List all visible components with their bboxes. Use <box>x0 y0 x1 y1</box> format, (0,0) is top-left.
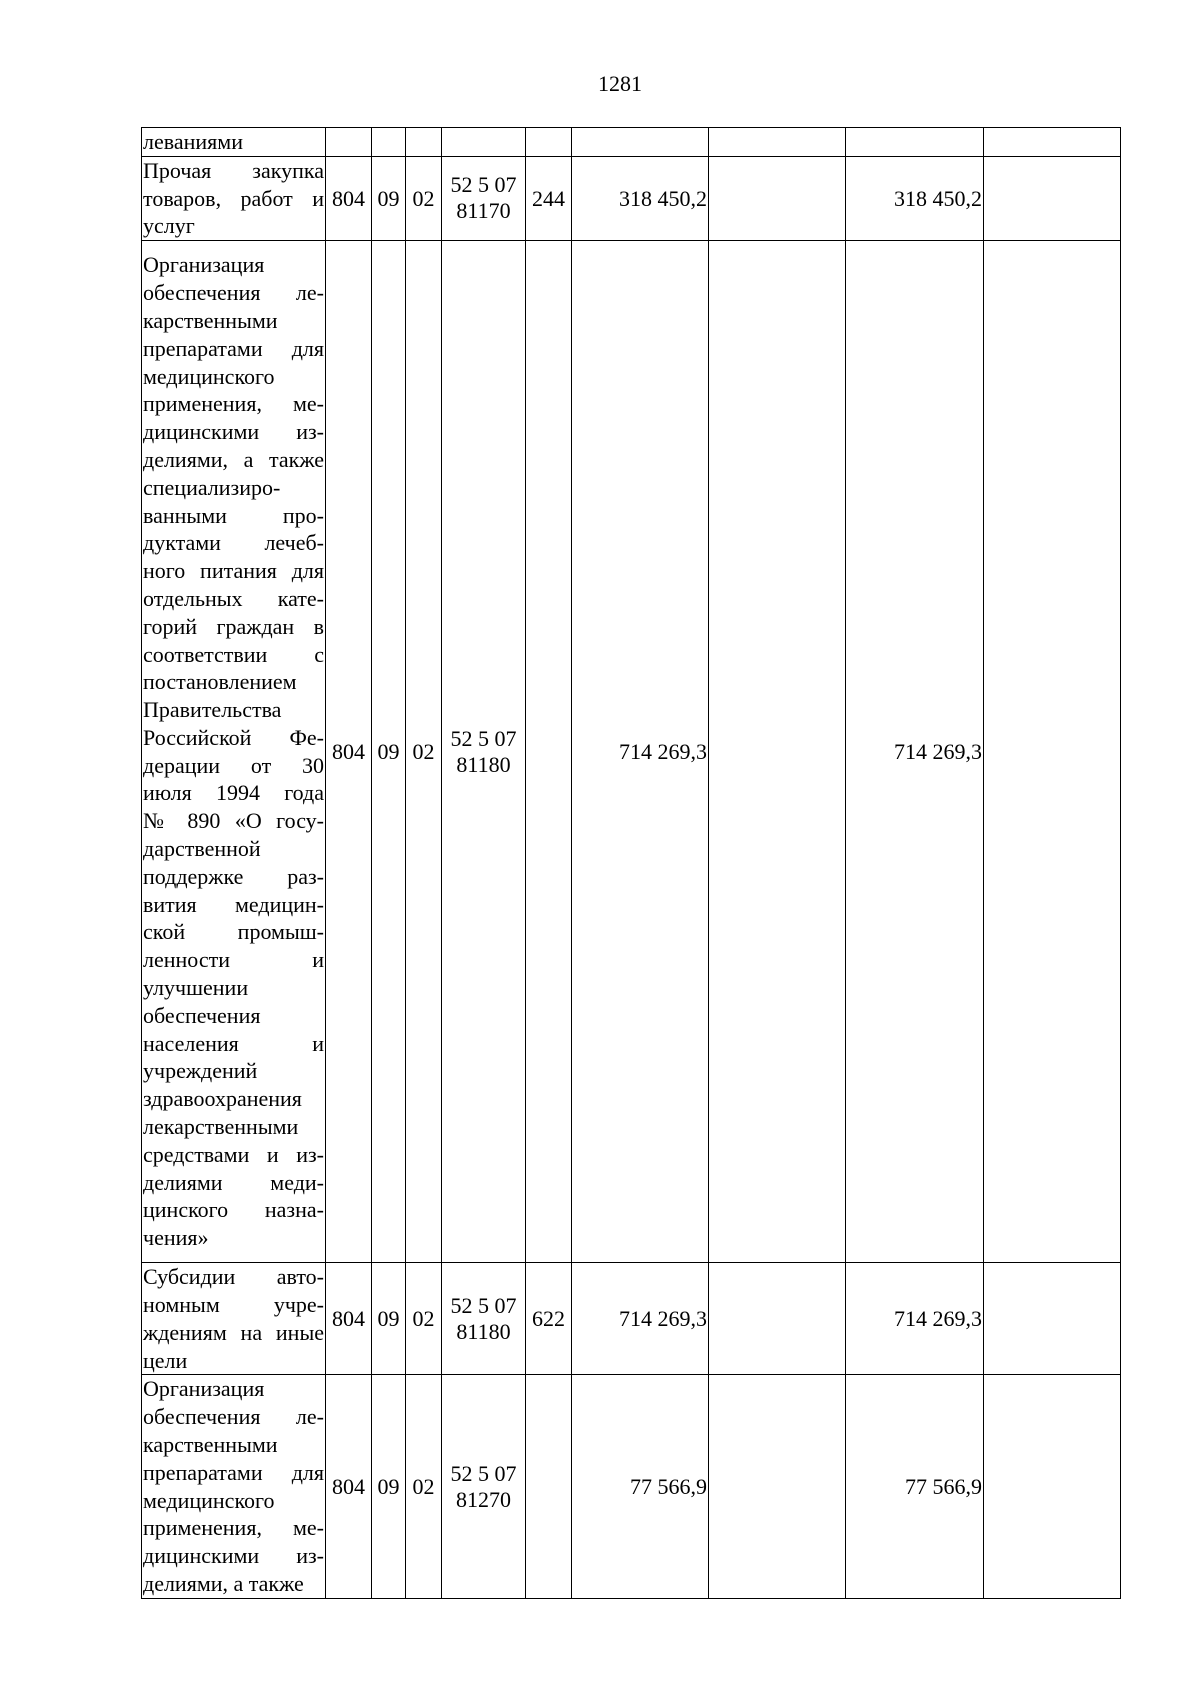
row-name-line: июля 1994 года <box>143 780 324 806</box>
row-name-line: леваниями <box>143 129 243 154</box>
target-article-code-line: 52 5 07 <box>450 1460 517 1486</box>
row-name-line: дарственной <box>143 836 261 862</box>
row-name-line: Организация <box>143 252 265 278</box>
row-name-line: ного питания для <box>143 558 324 584</box>
row-name-line: дуктами лечеб- <box>143 530 324 556</box>
expense-type-code <box>526 241 572 1263</box>
ved-code: 804 <box>326 241 372 1263</box>
amount-column-8: 77 566,9 <box>846 1375 984 1598</box>
row-name-line: постановлением <box>143 669 297 695</box>
row-name-line: ленности и <box>143 947 324 973</box>
row-name-line: медицинского <box>143 1487 275 1513</box>
table-body <box>142 128 1121 1599</box>
row-name-line: Субсидии авто- <box>143 1264 324 1290</box>
section-code: 09 <box>372 241 406 1263</box>
row-name-line: обеспечения <box>143 1002 261 1028</box>
expense-type-code: 244 <box>526 156 572 240</box>
row-name-line: Правительства <box>143 697 282 723</box>
row-name-line: ждениям на иные <box>143 1319 324 1345</box>
target-article-code <box>442 128 526 157</box>
target-article-code-line: 81180 <box>456 751 511 777</box>
row-name-line: цели <box>143 1347 188 1373</box>
row-name <box>142 241 326 1263</box>
subsection-code: 02 <box>406 1263 442 1375</box>
page-number: 1281 <box>598 71 642 96</box>
row-name-line: дерации от 30 <box>143 752 324 778</box>
target-article-code <box>442 241 526 1263</box>
amount-total <box>572 128 709 157</box>
row-name-line: соответствии с <box>143 641 324 667</box>
row-name-line: применения, ме- <box>143 1515 324 1541</box>
row-name-line: Российской Фе- <box>143 724 324 750</box>
amount-total: 714 269,3 <box>572 241 709 1263</box>
row-name-line: вития медицин- <box>143 891 324 917</box>
section-code: 09 <box>372 156 406 240</box>
row-name-line: чения» <box>143 1225 209 1251</box>
expense-type-code: 622 <box>526 1263 572 1375</box>
subsection-code: 02 <box>406 1375 442 1598</box>
row-name-line: делиями меди- <box>143 1169 324 1195</box>
table-row <box>142 1263 1121 1375</box>
ved-code: 804 <box>326 156 372 240</box>
row-name-line: ванными про- <box>143 502 324 528</box>
row-name-line: препаратами для <box>143 335 324 361</box>
amount-column-8: 714 269,3 <box>846 241 984 1263</box>
section-code: 09 <box>372 1375 406 1598</box>
target-article-code-line: 81180 <box>456 1318 511 1344</box>
row-name-line: Прочая закупка <box>143 157 324 183</box>
subsection-code: 02 <box>406 156 442 240</box>
row-name-line: горий граждан в <box>143 613 324 639</box>
row-name-line: услуг <box>143 213 195 239</box>
amount-total: 77 566,9 <box>572 1375 709 1598</box>
row-name-line: дицинскими из- <box>143 1543 324 1569</box>
amount-column-9 <box>984 1263 1121 1375</box>
amount-column-8: 714 269,3 <box>846 1263 984 1375</box>
amount-total: 714 269,3 <box>572 1263 709 1375</box>
row-name-line: номным учре- <box>143 1291 324 1317</box>
amount-column-7 <box>709 241 846 1263</box>
target-article-code <box>442 156 526 240</box>
row-name-line: обеспечения ле- <box>143 1404 324 1430</box>
table-row <box>142 241 1121 1263</box>
row-name-line: карственными <box>143 1431 278 1457</box>
amount-column-9 <box>984 156 1121 240</box>
section-code <box>372 128 406 157</box>
row-name <box>142 1375 326 1598</box>
target-article-code <box>442 1375 526 1598</box>
subsection-code <box>406 128 442 157</box>
row-name-line: поддержке раз- <box>143 863 324 889</box>
row-name-line: специализиро- <box>143 474 281 500</box>
amount-column-7 <box>709 128 846 157</box>
table-row <box>142 128 1121 157</box>
row-name-line: № 890 «О госу- <box>143 808 324 834</box>
table-row <box>142 156 1121 240</box>
target-article-code-line: 81270 <box>456 1486 511 1512</box>
target-article-code-line: 52 5 07 <box>450 725 517 751</box>
amount-column-7 <box>709 1263 846 1375</box>
row-name-line: делиями, а также <box>143 446 324 472</box>
amount-column-8 <box>846 128 984 157</box>
row-name-line: Организация <box>143 1376 265 1402</box>
amount-column-9 <box>984 1375 1121 1598</box>
ved-code: 804 <box>326 1263 372 1375</box>
amount-column-9 <box>984 128 1121 157</box>
row-name-line: отдельных кате- <box>143 585 324 611</box>
expense-type-code <box>526 1375 572 1598</box>
row-name-line: обеспечения ле- <box>143 280 324 306</box>
target-article-code <box>442 1263 526 1375</box>
row-name-line: здравоохранения <box>143 1086 302 1112</box>
row-name-line: населения и <box>143 1030 324 1056</box>
amount-total: 318 450,2 <box>572 156 709 240</box>
row-name-line: лекарственными <box>143 1114 299 1140</box>
row-name-line: товаров, работ и <box>143 185 324 211</box>
row-name-line: средствами и из- <box>143 1141 324 1167</box>
row-name <box>142 1263 326 1375</box>
row-name-line: препаратами для <box>143 1459 324 1485</box>
section-code: 09 <box>372 1263 406 1375</box>
row-name-line: медицинского <box>143 363 275 389</box>
expense-type-code <box>526 128 572 157</box>
subsection-code: 02 <box>406 241 442 1263</box>
amount-column-9 <box>984 241 1121 1263</box>
row-name-line: учреждений <box>143 1058 258 1084</box>
ved-code <box>326 128 372 157</box>
row-name <box>142 156 326 240</box>
row-name-line: применения, ме- <box>143 391 324 417</box>
target-article-code-line: 81170 <box>456 198 511 224</box>
target-article-code-line: 52 5 07 <box>450 1292 517 1318</box>
row-name-line: улучшении <box>143 975 249 1001</box>
amount-column-8: 318 450,2 <box>846 156 984 240</box>
row-name-line: цинского назна- <box>143 1197 324 1223</box>
row-name-line: карственными <box>143 307 278 333</box>
budget-table <box>141 127 1121 1599</box>
table-row <box>142 1375 1121 1598</box>
target-article-code-line: 52 5 07 <box>450 172 517 198</box>
row-name-line: делиями, а также <box>143 1570 304 1596</box>
row-name-line: дицинскими из- <box>143 419 324 445</box>
ved-code: 804 <box>326 1375 372 1598</box>
amount-column-7 <box>709 1375 846 1598</box>
amount-column-7 <box>709 156 846 240</box>
row-name <box>142 128 326 157</box>
row-name-line: ской промыш- <box>143 919 324 945</box>
